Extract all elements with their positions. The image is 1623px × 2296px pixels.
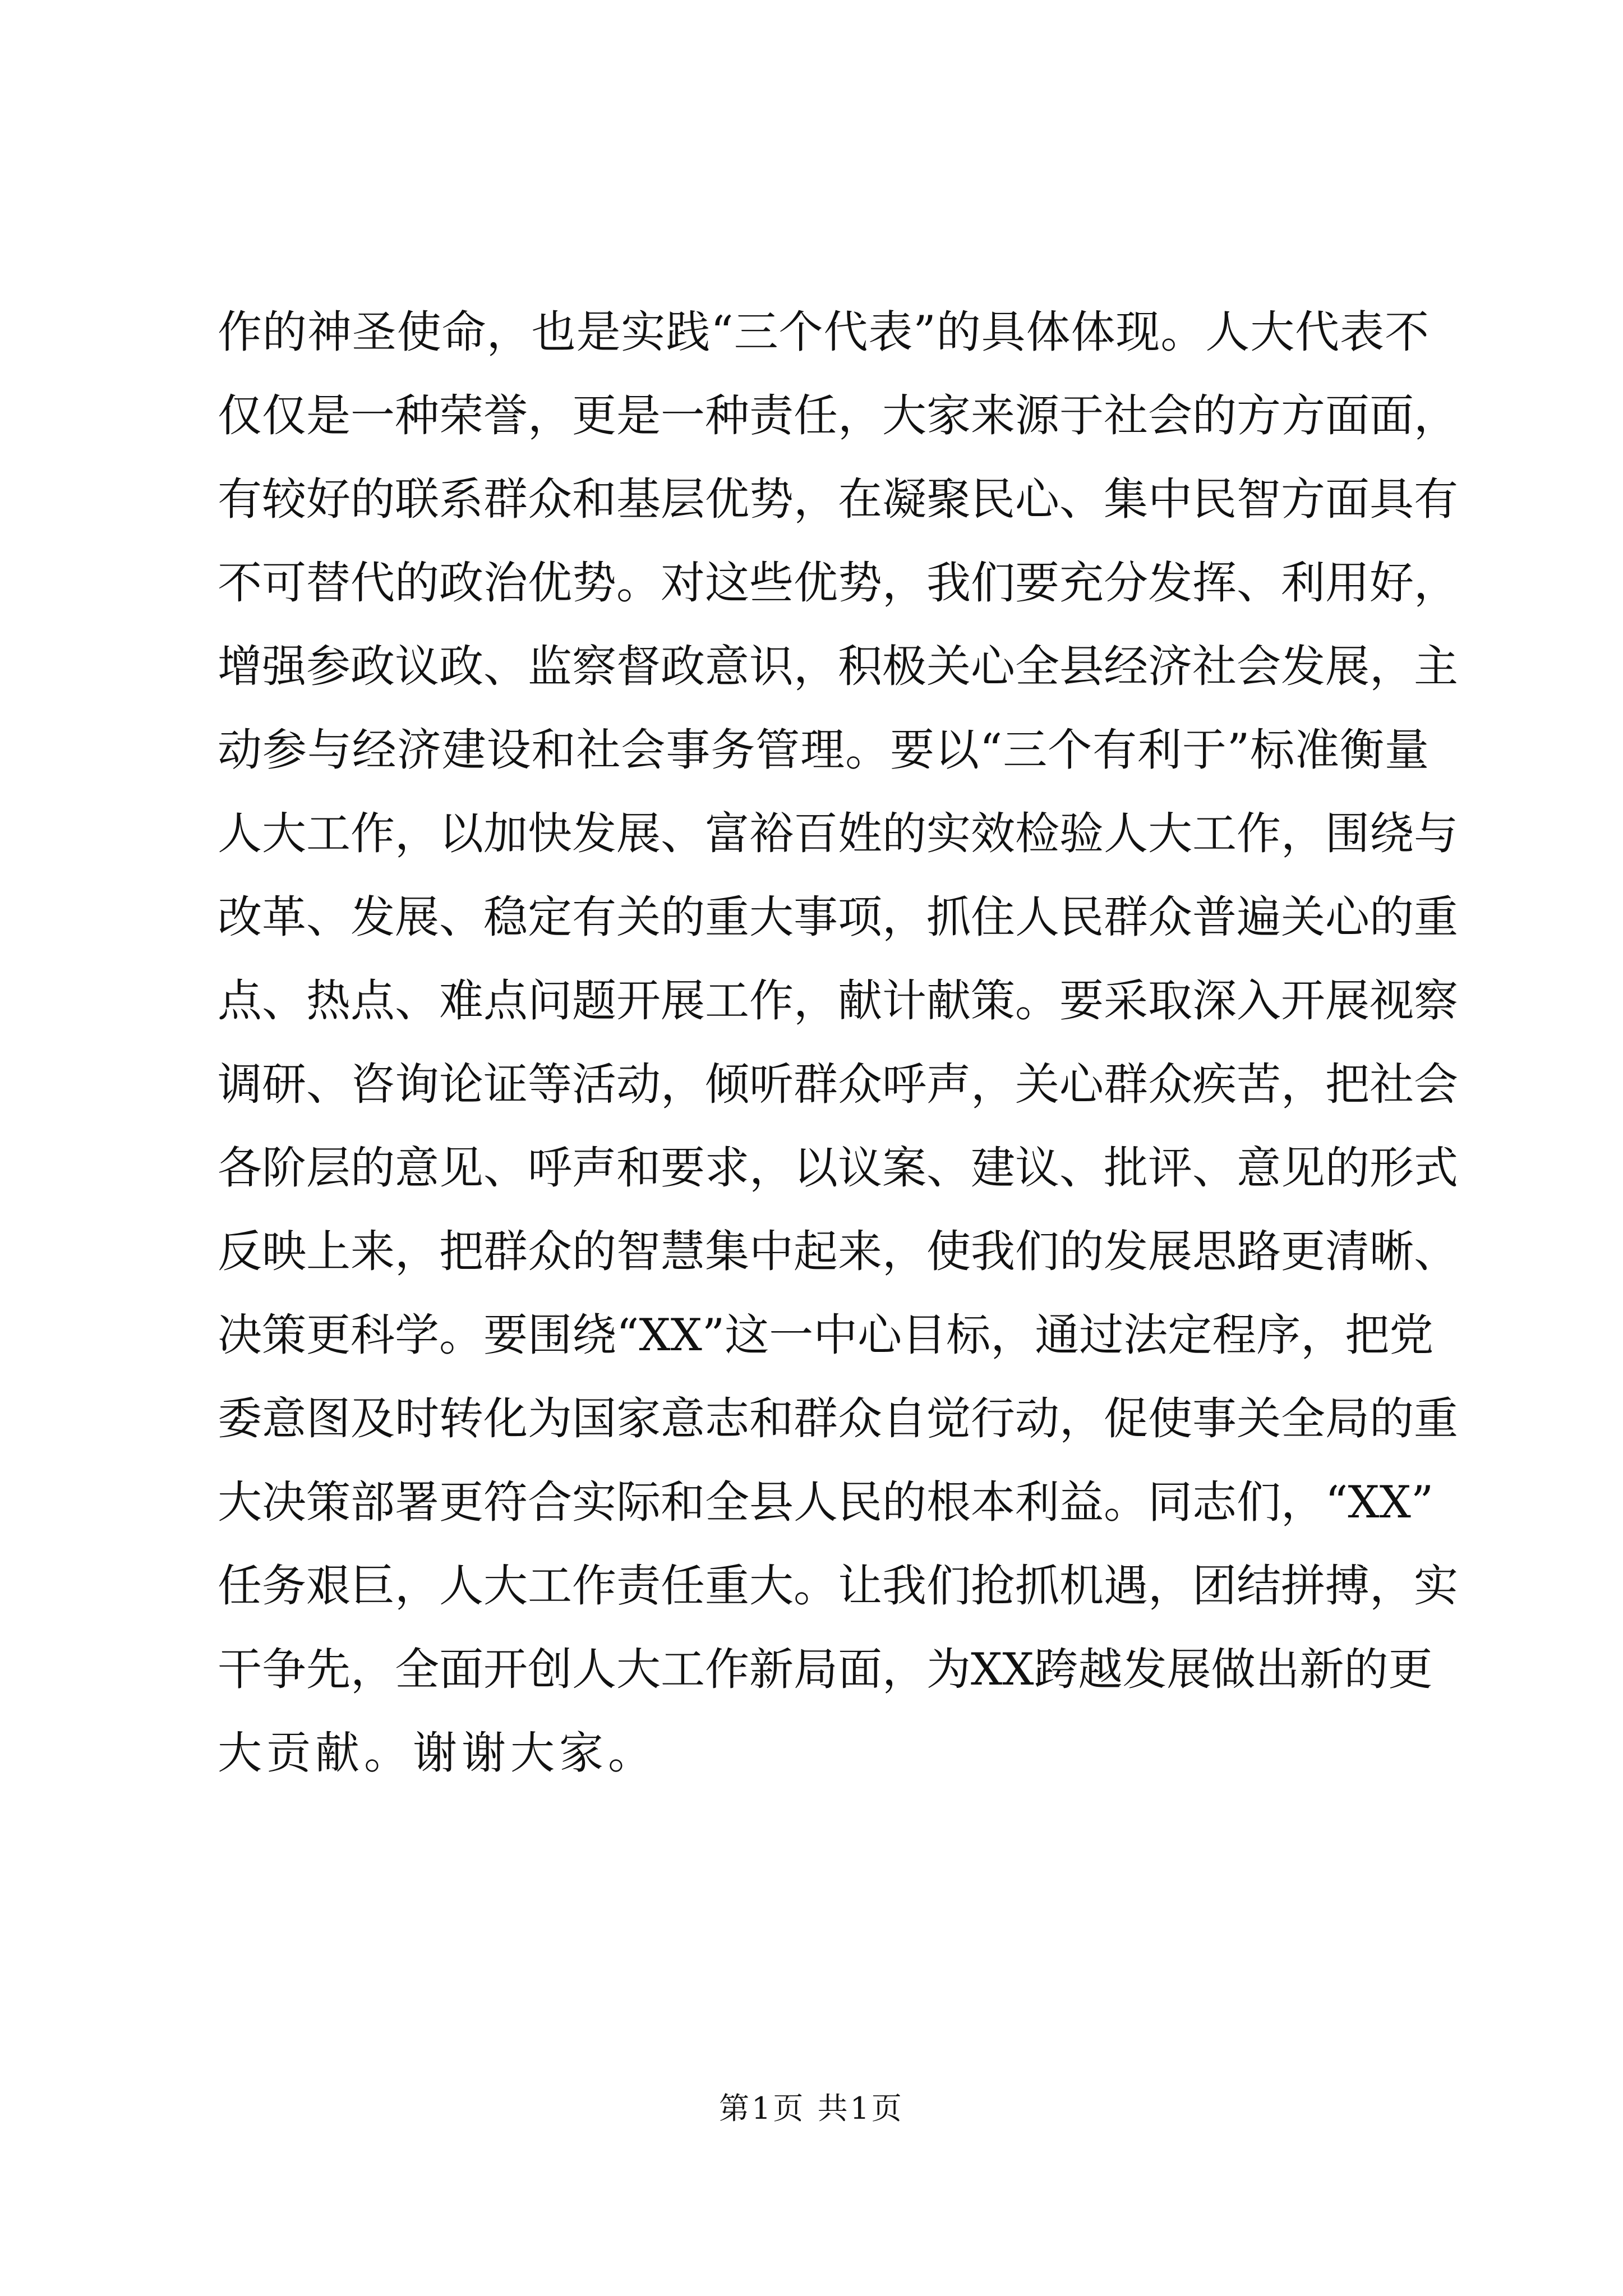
page-number-footer: 第1页 共1页 [719,2091,904,2126]
text-line: 改革、发展、稳定有关的重大事项，抓住人民群众普遍关心的重 [218,891,1458,943]
text-line: 动参与经济建设和社会事务管理。要以“三个有利于”标准衡量 [218,724,1429,776]
text-line: 干争先，全面开创人大工作新局面，为XX跨越发展做出新的更 [218,1644,1433,1695]
text-line: 各阶层的意见、呼声和要求，以议案、建议、批评、意见的形式 [218,1142,1458,1194]
text-line: 决策更科学。要围绕“XX”这一中心目标，通过法定程序，把党 [218,1309,1434,1361]
text-line: 有较好的联系群众和基层优势，在凝聚民心、集中民智方面具有 [218,473,1458,525]
text-line-last: 大贡献。谢谢大家。 [218,1727,657,1779]
text-line: 仅仅是一种荣誉，更是一种责任，大家来源于社会的方方面面， [218,390,1458,441]
text-line: 点、热点、难点问题开展工作，献计献策。要采取深入开展视察 [218,975,1458,1027]
text-line: 增强参政议政、监察督政意识，积极关心全县经济社会发展，主 [218,641,1458,692]
text-line: 任务艰巨，人大工作责任重大。让我们抢抓机遇，团结拼搏，实 [218,1560,1458,1612]
text-line: 调研、咨询论证等活动，倾听群众呼声，关心群众疾苦，把社会 [218,1059,1458,1110]
text-line: 作的神圣使命，也是实践“三个代表”的具体体现。人大代表不 [218,306,1429,358]
text-line: 委意图及时转化为国家意志和群众自觉行动，促使事关全局的重 [218,1393,1458,1444]
text-line: 人大工作，以加快发展、富裕百姓的实效检验人大工作，围绕与 [218,808,1458,859]
body-text [218,291,1458,1795]
text-line: 大决策部署更符合实际和全县人民的根本利益。同志们，“XX” [218,1476,1434,1528]
text-line: 反映上来，把群众的智慧集中起来，使我们的发展思路更清晰、 [218,1226,1458,1277]
text-line: 不可替代的政治优势。对这些优势，我们要充分发挥、利用好， [218,557,1458,609]
